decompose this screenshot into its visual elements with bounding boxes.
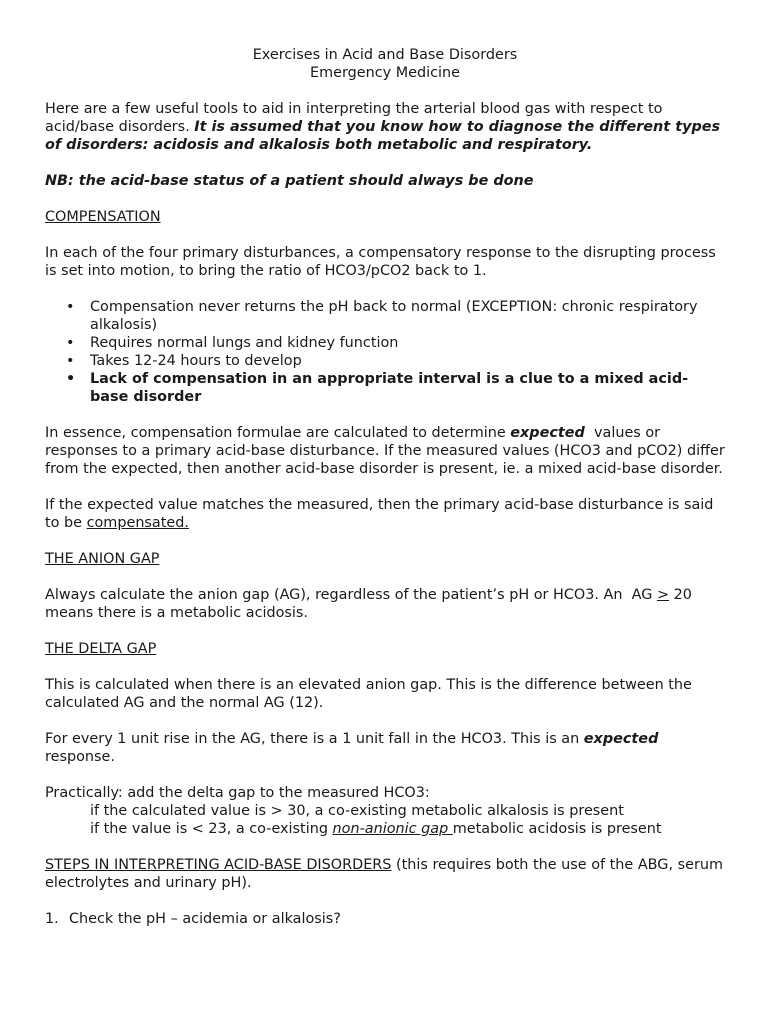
delta-gap-rule	[45, 730, 725, 766]
intro-bold-text: It is assumed that you know how to diagnose the different types of disorders: acidosis and alkalosis both metabolic and respiratory.	[45, 119, 721, 153]
compensated-text: If the expected value matches the measured, then the primary acid-base disturbance is said to be	[45, 497, 714, 531]
steps-heading: STEPS IN INTERPRETING ACID-BASE DISORDERS	[45, 857, 392, 873]
compensation-heading: COMPENSATION	[45, 209, 161, 225]
acidosis-line-term: non-anionic gap	[332, 821, 453, 837]
anion-gap-text-b: 20 means there is a metabolic acidosis.	[45, 587, 692, 621]
document-page	[45, 46, 730, 928]
essence-emphasis: expected	[510, 425, 585, 441]
bullet-item: • Requires normal lungs and kidney function	[45, 334, 725, 352]
compensation-intro: In each of the four primary disturbances, a compensatory response to the disrupting process is set into motion, to bring the ratio of HCO3/pCO2 back to 1.	[45, 245, 716, 279]
delta-gap-acidosis-line	[45, 820, 725, 838]
anion-gap-text-a: Always calculate the anion gap (AG), regardless of the patient’s pH or HCO3. An AG	[45, 587, 657, 603]
intro-paragraph	[45, 100, 725, 154]
document-subtitle: Emergency Medicine	[309, 65, 461, 81]
bullet-item-bold: • Lack of compensation in an appropriate interval is a clue to a mixed acid-base disorder	[45, 370, 725, 406]
document-title: Exercises in Acid and Base Disorders	[252, 47, 518, 63]
delta-rule-text-a: For every 1 unit rise in the AG, there is a 1 unit fall in the HCO3. This is an	[45, 731, 584, 747]
compensation-essence-paragraph	[45, 424, 730, 478]
delta-gap-definition: This is calculated when there is an elevated anion gap. This is the difference between the calculated AG and the normal AG (12).	[45, 677, 692, 711]
step-text: Check the pH – acidemia or alkalosis?	[69, 911, 341, 927]
acidosis-line-text-b: metabolic acidosis is present	[452, 821, 662, 837]
anion-gap-symbol: >	[656, 587, 670, 603]
bullet-item: • Takes 12-24 hours to develop	[45, 352, 725, 370]
compensated-term: compensated.	[86, 515, 189, 531]
steps-paragraph	[45, 856, 725, 892]
anion-gap-paragraph	[45, 586, 725, 622]
step-number: 1.	[45, 911, 59, 927]
delta-gap-alkalosis-line: if the calculated value is > 30, a co-existing metabolic alkalosis is present	[90, 803, 624, 819]
nb-note: NB: the acid-base status of a patient should always be done	[45, 173, 534, 189]
delta-rule-text-b: response.	[45, 749, 115, 765]
essence-text-a: In essence, compensation formulae are calculated to determine	[45, 425, 511, 441]
delta-gap-heading: THE DELTA GAP	[45, 641, 157, 657]
intro-text: Here are a few useful tools to aid in interpreting the arterial blood gas with respect to acid/base disorders.	[45, 101, 663, 135]
compensation-bullet-list	[45, 298, 725, 406]
anion-gap-heading: THE ANION GAP	[45, 551, 160, 567]
step-item	[45, 910, 725, 928]
bullet-item: • Compensation never returns the pH back to normal (EXCEPTION: chronic respiratory alkalosis)	[45, 298, 725, 334]
delta-rule-emphasis: expected	[583, 731, 659, 747]
compensated-paragraph	[45, 496, 725, 532]
acidosis-line-text-a: if the value is < 23, a co-existing	[90, 821, 333, 837]
delta-gap-practical: Practically: add the delta gap to the measured HCO3:	[45, 785, 430, 801]
essence-text-b: values or responses to a primary acid-base disturbance. If the measured values (HCO3 and pCO2) differ from the expected, then another acid-base disorder is present, ie. a mixed acid-base disorder.	[45, 425, 730, 477]
steps-heading-rest: (this requires both the use of the ABG, serum electrolytes and urinary pH).	[45, 857, 724, 891]
